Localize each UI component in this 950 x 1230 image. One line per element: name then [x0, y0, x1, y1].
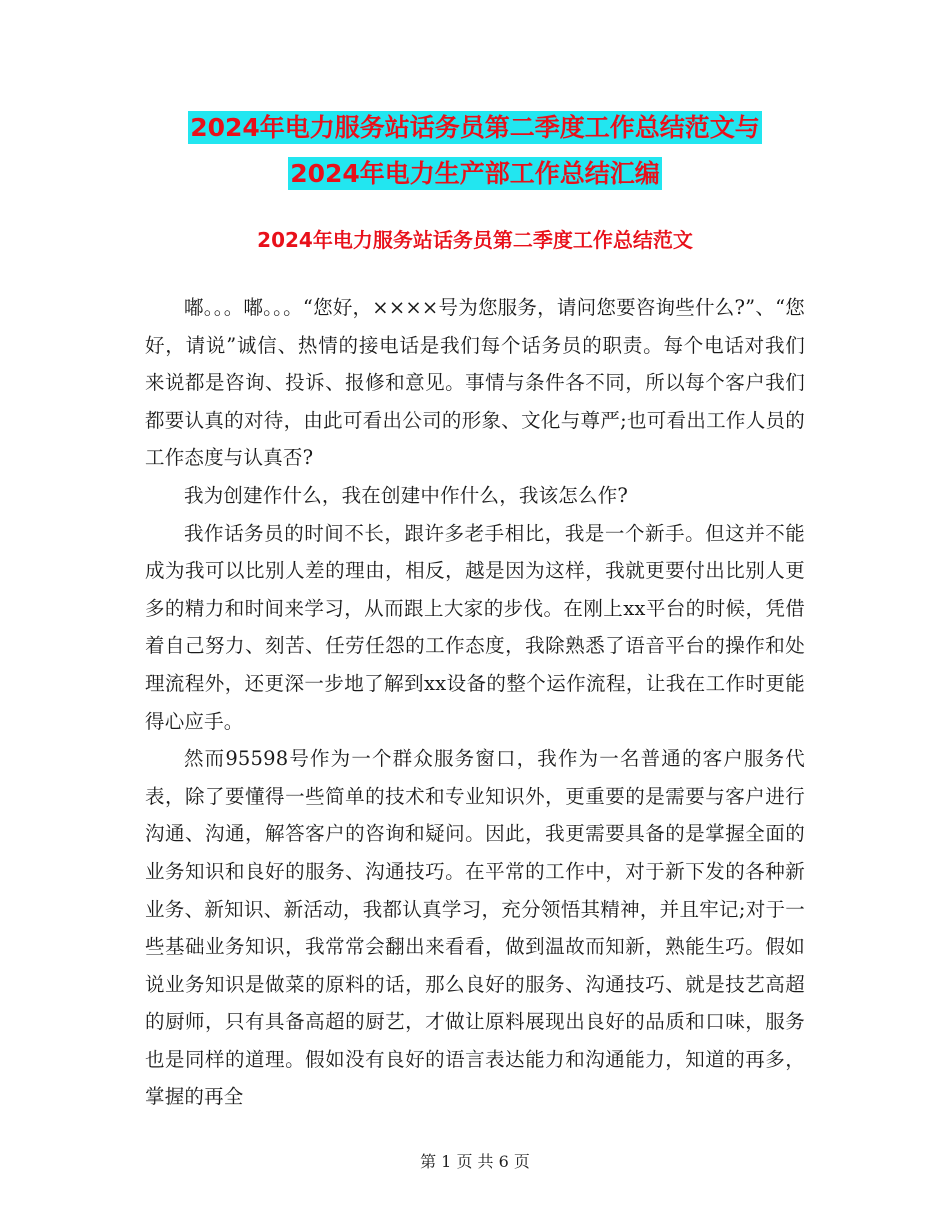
paragraph-1: 嘟。。。嘟。。。“您好，××××号为您服务，请问您要咨询些什么?”、“您好，请说”诚信、热情的接电话是我们每个话务员的职责。每个电话对我们来说都是咨询、投诉、报修和意见。事情与条件各不同，所以每个客户我们都要认真的对待，由此可看出公司的形象、文化与尊严;也可看出工作人员的工作态度与认真否?: [145, 296, 805, 470]
document-title-line-1: [0, 111, 950, 145]
paragraph-3: 我作话务员的时间不长，跟许多老手相比，我是一个新手。但这并不能成为我可以比别人差的理由，相反，越是因为这样，我就更要付出比别人更多的精力和时间来学习，从而跟上大家的步伐。在刚上xx平台的时候，凭借着自己努力、刻苦、任劳任怨的工作态度，我除熟悉了语音平台的操作和处理流程外，还更深一步地了解到xx设备的整个运作流程，让我在工作时更能得心应手。: [145, 521, 805, 733]
paragraph-2: 我为创建作什么，我在创建中作什么，我该怎么作?: [184, 483, 629, 507]
document-title-text-2: 2024年电力生产部工作总结汇编: [290, 159, 660, 188]
section-heading: 2024年电力服务站话务员第二季度工作总结范文: [257, 228, 693, 252]
document-body: [145, 289, 805, 1116]
page-footer: 第 1 页 共 6 页: [420, 1152, 530, 1171]
document-title-line-2: [0, 157, 950, 191]
document-title-text-1: 2024年电力服务站话务员第二季度工作总结范文与: [190, 113, 760, 142]
paragraph-4: 然而95598号作为一个群众服务窗口，我作为一名普通的客户服务代表，除了要懂得一些简单的技术和专业知识外，更重要的是需要与客户进行沟通、沟通，解答客户的咨询和疑问。因此，我更需要具备的是掌握全面的业务知识和良好的服务、沟通技巧。在平常的工作中，对于新下发的各种新业务、新知识、新活动，我都认真学习，充分领悟其精神，并且牢记;对于一些基础业务知识，我常常会翻出来看看，做到温故而知新，熟能生巧。假如说业务知识是做菜的原料的话，那么良好的服务、沟通技巧、就是技艺高超的厨师，只有具备高超的厨艺，才做让原料展现出良好的品质和口味，服务也是同样的道理。假如没有良好的语言表达能力和沟通能力，知道的再多，掌握的再全: [145, 747, 805, 1109]
